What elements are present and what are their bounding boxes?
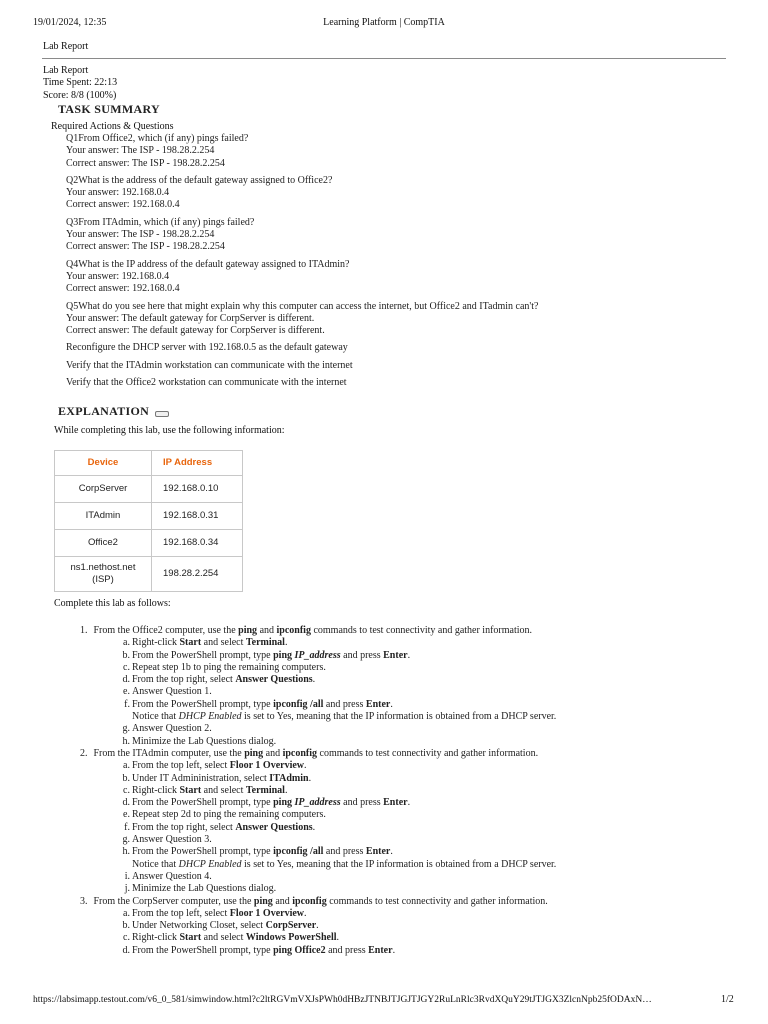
- substep-text: .: [392, 944, 396, 956]
- substep-item: a. From the top left, select Floor 1 Overview.: [123, 907, 307, 919]
- substep-keyword: ITAdmin: [269, 772, 309, 784]
- ip-cell: 192.168.0.31: [152, 503, 243, 530]
- step-text-pre: From the CorpServer computer, use the: [93, 895, 254, 907]
- question-text: Q1From Office2, which (if any) pings failed?: [66, 133, 249, 144]
- explanation-heading-text: EXPLANATION: [58, 404, 150, 418]
- substep-list: [80, 637, 556, 748]
- substep-text: .: [284, 637, 288, 649]
- question-text: Q5What do you see here that might explain why this computer can access the internet, but Office2 and ITadmin can't?: [66, 300, 539, 312]
- substep-item: b. From the PowerShell prompt, type ping IP_address and press Enter.: [122, 649, 411, 661]
- substep-text: From the top left, select: [132, 907, 230, 919]
- substep-text: .: [336, 932, 340, 944]
- step-text: [80, 896, 556, 908]
- footer-url-link[interactable]: https://labsimapp.testout.com/v6_0_581/simwindow.html?c2ltRGVmVXJsPWh0dHBzJTNBJTJGJTJGY2RuLnRlc3RvdXQuY29tJTJGX3ZlcnNpb25fODAxN…: [33, 995, 652, 1005]
- step-number: 3.: [80, 895, 88, 907]
- substep-text: Repeat step 1b to ping the remaining computers.: [132, 661, 326, 673]
- question-item: [66, 133, 538, 170]
- substep-text: Answer Question 2.: [132, 723, 212, 735]
- substep-text: .: [304, 760, 307, 772]
- substep-text: .: [308, 772, 312, 784]
- step-text-mid: and: [263, 747, 283, 759]
- footer-page-number: 1/2: [721, 994, 734, 1005]
- substep-text: Answer Question 3.: [132, 834, 212, 846]
- table-row: [55, 557, 243, 592]
- substep-item: h. From the PowerShell prompt, type ipconfig /all and press Enter.: [122, 846, 393, 858]
- step-item: [80, 625, 556, 748]
- step-text-post: commands to test connectivity and gather information.: [326, 895, 548, 907]
- substep-text: From the PowerShell prompt, type: [132, 846, 274, 858]
- substep-item: e. Repeat step 2d to ping the remaining computers.: [123, 809, 326, 821]
- step-keyword: ping: [244, 747, 264, 759]
- substep-text: .: [407, 797, 411, 809]
- questions-list: [66, 133, 538, 394]
- substep-item: a. Right-click Start and select Terminal.: [123, 637, 288, 649]
- note-italic: DHCP Enabled: [178, 711, 242, 723]
- substep-note: [119, 711, 556, 723]
- print-date: 19/01/2024, 12:35: [33, 17, 107, 28]
- step-item: [80, 896, 556, 957]
- step-text: [80, 748, 556, 760]
- substep-keyword: Start: [179, 637, 202, 649]
- substep-text: From the PowerShell prompt, type: [132, 944, 274, 956]
- substep-keyword: Answer Questions: [235, 821, 313, 833]
- substep-text: .: [390, 846, 393, 858]
- ip-cell: 192.168.0.10: [152, 476, 243, 503]
- action-item: Verify that the Office2 workstation can communicate with the internet: [66, 377, 347, 389]
- correct-answer: Correct answer: 192.168.0.4: [66, 199, 180, 211]
- substep-text: and select: [201, 784, 246, 796]
- step-keyword: ipconfig: [276, 625, 311, 636]
- step-keyword: ipconfig: [282, 747, 318, 759]
- table-header-row: [55, 451, 243, 476]
- substep-item: b. Under IT Admininistration, select ITAdmin.: [122, 772, 312, 784]
- table-row: [55, 476, 243, 503]
- substep-text: From the top right, select: [132, 821, 236, 833]
- note-text: Notice that: [132, 858, 179, 870]
- substep-item: c. Right-click Start and select Terminal.: [123, 784, 288, 796]
- substep-text: and select: [201, 932, 246, 944]
- substep-keyword: Floor 1 Overview: [229, 760, 305, 772]
- note-italic: DHCP Enabled: [178, 858, 242, 870]
- substep-text: Right-click: [132, 784, 180, 796]
- score: Score: 8/8 (100%): [43, 89, 117, 101]
- substep-text: .: [284, 784, 288, 796]
- substep-item: d. From the top right, select Answer Questions.: [122, 674, 316, 686]
- correct-answer: Correct answer: The ISP - 198.28.2.254: [66, 241, 225, 253]
- device-cell: ITAdmin: [55, 503, 152, 530]
- device-cell: Office2: [55, 530, 152, 557]
- correct-answer: Correct answer: The ISP - 198.28.2.254: [66, 157, 225, 169]
- substep-item: h. Minimize the Lab Questions dialog.: [122, 735, 277, 747]
- substep-item: a. From the top left, select Floor 1 Overview.: [123, 760, 307, 772]
- question-text: Q2What is the address of the default gateway assigned to Office2?: [66, 174, 333, 186]
- substep-item: f. From the PowerShell prompt, type ipconfig /all and press Enter.: [124, 698, 393, 710]
- substep-text: Under Networking Closet, select: [132, 920, 266, 932]
- step-text-post: commands to test connectivity and gather information.: [310, 625, 533, 636]
- step-text-pre: From the Office2 computer, use the: [93, 625, 239, 636]
- note-text: is set to Yes, meaning that the IP information is obtained from a DHCP server.: [241, 711, 557, 723]
- your-answer: Your answer: 192.168.0.4: [66, 270, 170, 282]
- correct-answer: Correct answer: 192.168.0.4: [66, 283, 180, 295]
- substep-keyword: ipconfig /all: [273, 846, 324, 858]
- step-number: 2.: [80, 747, 88, 759]
- question-item: [66, 175, 538, 212]
- substep-text: Answer Question 1.: [132, 686, 212, 698]
- substep-keyword-italic: IP_address: [294, 797, 341, 809]
- substep-text: .: [312, 821, 316, 833]
- substep-keyword: Start: [179, 784, 202, 796]
- substep-list: [80, 760, 556, 895]
- explanation-intro: While completing this lab, use the following information:: [54, 425, 285, 436]
- device-cell: CorpServer: [55, 476, 152, 503]
- substep-item: j. Minimize the Lab Questions dialog.: [124, 883, 277, 895]
- your-answer: Your answer: The ISP - 198.28.2.254: [66, 145, 215, 157]
- substep-item: d. From the PowerShell prompt, type ping IP_address and press Enter.: [122, 797, 411, 809]
- substep-text: Repeat step 2d to ping the remaining computers.: [132, 809, 326, 821]
- ip-cell: 192.168.0.34: [152, 530, 243, 557]
- substep-text: From the PowerShell prompt, type: [132, 797, 274, 809]
- step-keyword: ipconfig: [292, 895, 327, 907]
- page-label: Lab Report: [43, 41, 89, 52]
- column-header-ip: IP Address: [152, 451, 243, 476]
- substep-text: Under IT Admininistration, select: [132, 772, 270, 784]
- substep-item: g. Answer Question 2.: [122, 723, 212, 735]
- substep-text: .: [390, 698, 393, 710]
- question-text: Q4What is the IP address of the default gateway assigned to ITAdmin?: [66, 258, 350, 270]
- question-item: [66, 259, 538, 296]
- substep-keyword: Windows PowerShell: [245, 932, 337, 944]
- substep-text: Minimize the Lab Questions dialog.: [132, 883, 277, 895]
- substep-text: Right-click: [132, 932, 180, 944]
- report-meta: [43, 65, 117, 102]
- required-actions-heading: Required Actions & Questions: [51, 121, 174, 132]
- substep-keyword: Enter: [383, 797, 408, 809]
- substep-keyword: Enter: [365, 698, 391, 710]
- step-text-post: commands to test connectivity and gather information.: [317, 747, 539, 759]
- action-item: Reconfigure the DHCP server with 192.168.0.5 as the default gateway: [66, 342, 348, 354]
- step-text-mid: and: [257, 625, 277, 636]
- substep-text: and press: [325, 944, 369, 956]
- substep-keyword: Start: [179, 932, 202, 944]
- steps-list: [80, 625, 556, 957]
- substep-keyword: ping: [273, 649, 295, 661]
- table-row: [55, 503, 243, 530]
- your-answer: Your answer: The ISP - 198.28.2.254: [66, 229, 215, 241]
- substep-keyword: Enter: [383, 649, 408, 661]
- device-cell: ns1.nethost.net (ISP): [55, 557, 152, 592]
- substep-item: d. From the PowerShell prompt, type ping Office2 and press Enter.: [122, 944, 396, 956]
- question-item: [66, 301, 538, 338]
- report-title: Lab Report: [43, 65, 89, 76]
- substep-text: .: [304, 907, 307, 919]
- step-text: [80, 625, 556, 637]
- note-text: is set to Yes, meaning that the IP information is obtained from a DHCP server.: [241, 858, 557, 870]
- substep-text: Right-click: [132, 637, 180, 649]
- substep-keyword: Answer Questions: [235, 674, 313, 686]
- column-header-device: Device: [55, 451, 152, 476]
- substep-keyword: ipconfig /all: [273, 698, 324, 710]
- time-spent: Time Spent: 22:13: [43, 77, 118, 89]
- table-row: [55, 530, 243, 557]
- note-text: Notice that: [132, 711, 179, 723]
- substep-text: and select: [201, 637, 246, 649]
- substep-item: c. Right-click Start and select Windows PowerShell.: [123, 932, 340, 944]
- substep-keyword-italic: IP_address: [294, 649, 341, 661]
- substep-item: c. Repeat step 1b to ping the remaining computers.: [123, 661, 326, 673]
- complete-intro: Complete this lab as follows:: [54, 598, 171, 609]
- print-title: Learning Platform | CompTIA: [323, 17, 445, 28]
- substep-keyword: Terminal: [245, 784, 285, 796]
- substep-keyword: CorpServer: [265, 920, 317, 932]
- step-item: [80, 748, 556, 896]
- substep-text: From the PowerShell prompt, type: [132, 698, 274, 710]
- substep-keyword: Enter: [365, 846, 391, 858]
- substep-keyword: Floor 1 Overview: [229, 907, 305, 919]
- substep-keyword: Terminal: [245, 637, 285, 649]
- substep-text: .: [312, 674, 316, 686]
- explanation-heading: [58, 405, 169, 417]
- step-number: 1.: [80, 625, 88, 636]
- substep-text: From the top left, select: [132, 760, 230, 772]
- substep-text: From the PowerShell prompt, type: [132, 649, 274, 661]
- correct-answer: Correct answer: The default gateway for CorpServer is different.: [66, 325, 325, 337]
- substep-text: .: [316, 920, 319, 932]
- substep-item: i. Answer Question 4.: [124, 870, 212, 882]
- step-keyword: ping: [238, 625, 258, 636]
- question-text: Q3From ITAdmin, which (if any) pings failed?: [66, 216, 255, 228]
- your-answer: Your answer: 192.168.0.4: [66, 187, 170, 199]
- your-answer: Your answer: The default gateway for CorpServer is different.: [66, 312, 315, 324]
- substep-list: [80, 908, 556, 957]
- substep-item: b. Under Networking Closet, select CorpServer.: [122, 920, 319, 932]
- substep-item: g. Answer Question 3.: [122, 834, 212, 846]
- substep-text: and press: [323, 846, 366, 858]
- task-summary-heading: TASK SUMMARY: [58, 102, 160, 116]
- question-item: [66, 217, 538, 254]
- step-text-pre: From the ITAdmin computer, use the: [93, 747, 245, 759]
- header-divider: [42, 58, 726, 59]
- ip-cell: 198.28.2.254: [152, 557, 243, 592]
- substep-text: From the top right, select: [132, 674, 236, 686]
- substep-text: Answer Question 4.: [132, 870, 212, 882]
- substep-text: and press: [323, 698, 366, 710]
- explanation-toggle-icon[interactable]: [155, 411, 169, 417]
- substep-item: e. Answer Question 1.: [123, 686, 212, 698]
- substep-keyword: Enter: [368, 944, 393, 956]
- substep-keyword: ping: [273, 797, 295, 809]
- substep-keyword: ping Office2: [273, 944, 326, 956]
- substep-note: [119, 859, 556, 871]
- substep-item: f. From the top right, select Answer Questions.: [124, 821, 316, 833]
- substep-text: .: [407, 649, 411, 661]
- substep-text: and press: [340, 649, 384, 661]
- step-text-mid: and: [272, 895, 293, 907]
- action-item: Verify that the ITAdmin workstation can communicate with the internet: [66, 359, 353, 371]
- substep-text: and press: [340, 797, 384, 809]
- substep-text: Minimize the Lab Questions dialog.: [132, 735, 277, 747]
- step-keyword: ping: [253, 895, 273, 907]
- device-table: [54, 450, 243, 592]
